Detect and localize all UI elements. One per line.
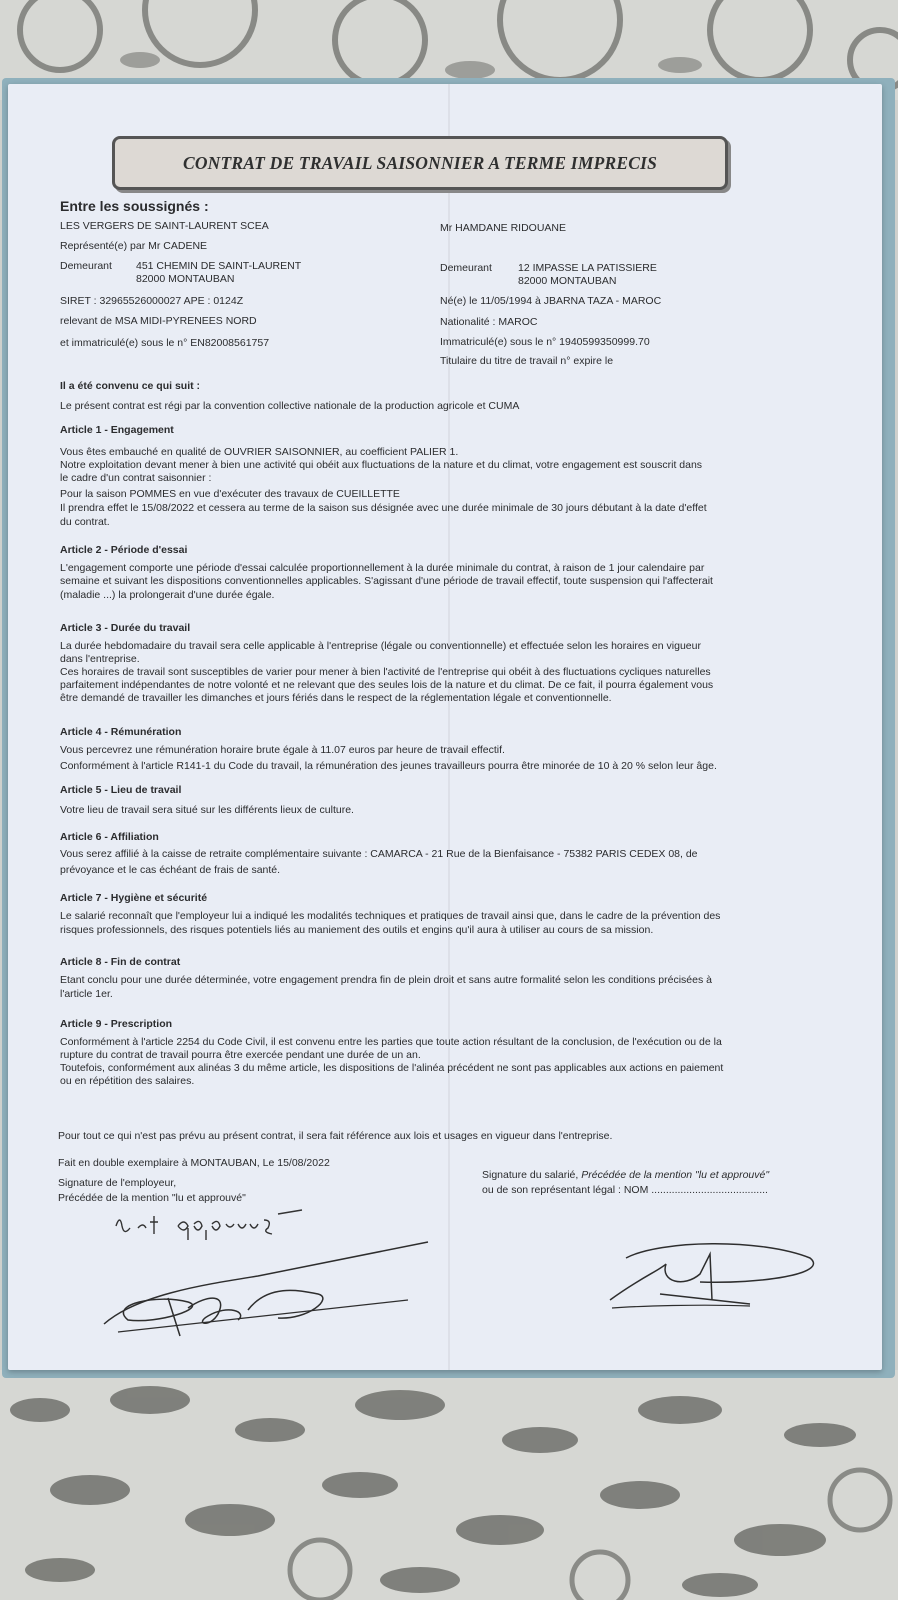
article-7-title: Article 7 - Hygiène et sécurité (60, 892, 208, 904)
article-9-line: Conformément à l'article 2254 du Code Civil, il est convenu entre les parties que toute action résultant de la conclusion, de l'exécution ou de la (60, 1036, 722, 1048)
article-6-title: Article 6 - Affiliation (60, 831, 159, 843)
article-1-line: Notre exploitation devant mener à bien une activité qui obéit aux fluctuations de la nature et du climat, votre engagement est souscrit dans (60, 459, 703, 471)
employee-immatriculation: Immatriculé(e) sous le n° 1940599350999.70 (440, 336, 650, 348)
employee-nationality: Nationalité : MAROC (440, 316, 538, 328)
article-8-line: Etant conclu pour une durée déterminée, votre engagement prendra fin de plein droit et sans autre formalité selon les conditions précisées à (60, 974, 712, 986)
article-7-line: risques professionnels, des risques potentiels liés au maniement des outils et engins qu'il aura à utiliser au cours de sa mission. (60, 924, 654, 936)
employee-signature-label-text: Signature du salarié, (482, 1169, 582, 1181)
article-3-line: être demandé de travailler les dimanches et jours fériés dans le respect de la réglementation légale et conventionnelle. (60, 692, 612, 704)
employee-name: Mr HAMDANE RIDOUANE (440, 222, 567, 234)
paper-fold (448, 84, 450, 1370)
article-7-line: Le salarié reconnaît que l'employeur lui a indiqué les modalités techniques et pratiques de travail ainsi que, dans le cadre de la prévention des (60, 910, 721, 922)
article-9-line: ou en répétition des salaires. (60, 1075, 195, 1087)
article-1-line: Il prendra effet le 15/08/2022 et cessera au terme de la saison sus désignée avec une durée minimale de 30 jours débutant à la date d'effet (60, 502, 707, 514)
article-5-line: Votre lieu de travail sera situé sur les différents lieux de culture. (60, 804, 354, 816)
employee-birth: Né(e) le 11/05/1994 à JBARNA TAZA - MAROC (440, 295, 662, 307)
employer-signature-mention: Précédée de la mention "lu et approuvé" (58, 1192, 246, 1204)
employer-signature-label: Signature de l'employeur, (58, 1177, 177, 1189)
employer-msa: relevant de MSA MIDI-PYRENEES NORD (60, 315, 257, 327)
employer-address-label: Demeurant (60, 260, 112, 272)
article-1-line: le cadre d'un contrat saisonnier : (60, 472, 212, 484)
employer-signature (98, 1224, 438, 1344)
document-title: CONTRAT DE TRAVAIL SAISONNIER A TERME IMPRECIS (182, 152, 658, 173)
document-title-box (112, 136, 728, 190)
article-3-line: La durée hebdomadaire du travail sera celle applicable à l'entreprise (légale ou conventionnelle) et effectuée selon les horaires en vigueur (60, 640, 701, 652)
employee-work-permit: Titulaire du titre de travail n° expire le (440, 355, 614, 367)
employee-legal-representative: ou de son représentant légal : NOM ........................................ (482, 1184, 768, 1196)
article-1-line: du contrat. (60, 516, 110, 528)
article-1-line: Vous êtes embauché en qualité de OUVRIER SAISONNIER, au coefficient PALIER 1. (60, 446, 459, 458)
article-9-line: Toutefois, conformément aux alinéas 3 du même article, les dispositions de l'alinéa précédent ne sont pas applicables aux actions en paiement (60, 1062, 724, 1074)
article-4-line: Vous percevrez une rémunération horaire brute égale à 11.07 euros par heure de travail effectif. (60, 744, 505, 756)
employer-siret: SIRET : 32965526000027 APE : 0124Z (60, 295, 244, 307)
article-8-line: l'article 1er. (60, 988, 113, 1000)
article-2-title: Article 2 - Période d'essai (60, 544, 188, 556)
article-3-line: dans l'entreprise. (60, 653, 140, 665)
article-3-title: Article 3 - Durée du travail (60, 622, 191, 634)
article-1-title: Article 1 - Engagement (60, 424, 174, 436)
article-2-line: semaine et suivant les dispositions conventionnelles applicables. S'agissant d'une période de travail effectif, toute suspension qui l'affecterait (60, 575, 713, 587)
article-6-line: prévoyance et le cas échéant de frais de santé. (60, 864, 281, 876)
article-8-title: Article 8 - Fin de contrat (60, 956, 181, 968)
contract-paper (8, 84, 882, 1370)
intro-text: Le présent contrat est régi par la convention collective nationale de la production agricole et CUMA (60, 400, 520, 412)
article-2-line: L'engagement comporte une période d'essai calculée proportionnellement à la durée minimale du contrat, à raison de 1 jour calendaire par (60, 562, 705, 574)
employee-address-label: Demeurant (440, 262, 492, 274)
employee-address-line2: 82000 MONTAUBAN (518, 275, 617, 287)
article-1-line: Pour la saison POMMES en vue d'exécuter des travaux de CUEILLETTE (60, 488, 400, 500)
employee-signature-mention: Précédée de la mention "lu et approuvé" (581, 1169, 770, 1181)
article-4-line: Conformément à l'article R141-1 du Code du travail, la rémunération des jeunes travailleurs pourra être minorée de 10 à 20 % selon leur âge. (60, 760, 717, 772)
intro-heading: Il a été convenu ce qui suit : (60, 380, 201, 392)
parties-heading: Entre les soussignés : (60, 198, 209, 214)
employee-signature (600, 1234, 830, 1314)
employee-signature-label (482, 1169, 769, 1182)
closing-reference: Pour tout ce qui n'est pas prévu au présent contrat, il sera fait référence aux lois et usages en vigueur dans l'entreprise. (58, 1130, 613, 1142)
employer-name: LES VERGERS DE SAINT-LAURENT SCEA (60, 220, 269, 232)
closing-done-at: Fait en double exemplaire à MONTAUBAN, Le 15/08/2022 (58, 1157, 330, 1169)
article-3-line: Ces horaires de travail sont susceptibles de varier pour mener à bien l'activité de l'entreprise qui obéit à des fluctuations cycliques naturelles (60, 666, 711, 678)
article-5-title: Article 5 - Lieu de travail (60, 784, 182, 796)
article-3-line: parfaitement indépendantes de notre volonté et ne relevant que des seules lois de la nature et du climat. De ce fait, il pourra également vous (60, 679, 714, 691)
article-9-line: rupture du contrat de travail pourra être exercée pendant une durée de un an. (60, 1049, 421, 1061)
article-4-title: Article 4 - Rémunération (60, 726, 182, 738)
employer-address-line1: 451 CHEMIN DE SAINT-LAURENT (136, 260, 302, 272)
employer-representative: Représenté(e) par Mr CADENE (60, 240, 208, 252)
employer-immatriculation: et immatriculé(e) sous le n° EN82008561757 (60, 337, 270, 349)
article-2-line: (maladie ...) la prolongerait d'une durée égale. (60, 589, 275, 601)
employer-address-line2: 82000 MONTAUBAN (136, 273, 235, 285)
employee-address-line1: 12 IMPASSE LA PATISSIERE (518, 262, 657, 274)
background-lace-bottom (0, 1370, 898, 1600)
article-6-line: Vous serez affilié à la caisse de retraite complémentaire suivante : CAMARCA - 21 Rue de la Bienfaisance - 75382 PARIS CEDEX 08, de (60, 848, 698, 860)
article-9-title: Article 9 - Prescription (60, 1018, 173, 1030)
